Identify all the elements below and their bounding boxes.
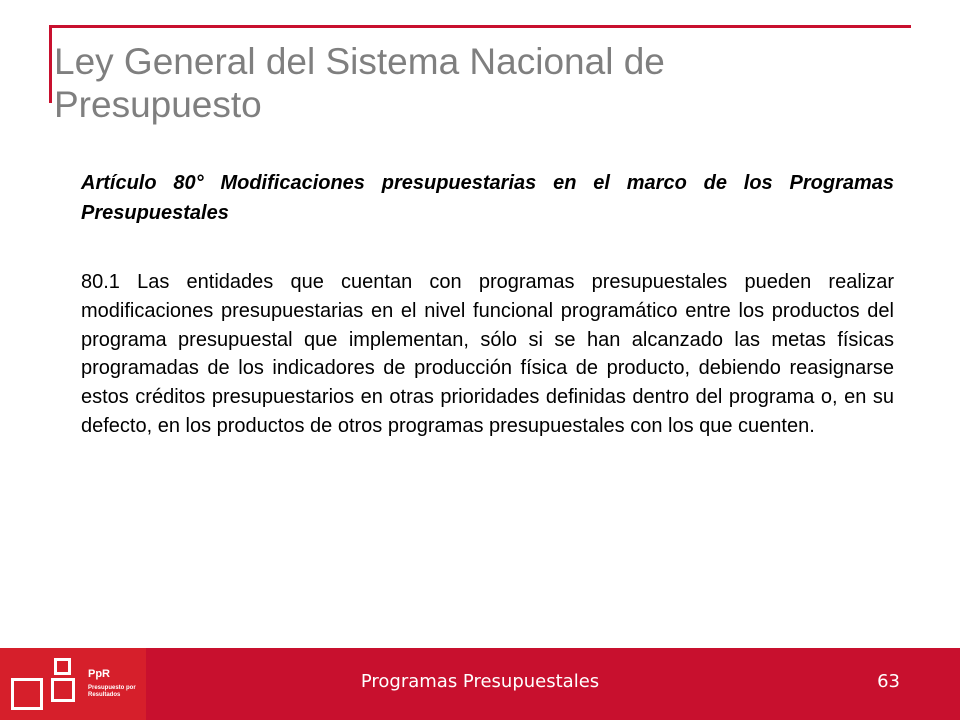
article-heading: Artículo 80° Modificaciones presupuestarias en el marco de los Programas Presupuestales	[81, 172, 894, 224]
title-accent-top-rule	[49, 25, 911, 28]
logo-square-large	[11, 678, 43, 710]
logo-square-small	[54, 658, 71, 675]
article-body: 80.1 Las entidades que cuentan con programas presupuestales pueden realizar modificaciones presupuestarias en el nivel funcional programático entre los productos del programa presupuestal que implementan, sólo si se han alcanzado las metas físicas programadas de los indicadores de producción física de producto, debiendo reasignarse estos créditos presupuestarios en otras prioridades definidas dentro del programa o, en su defecto, en los productos de otros programas presupuestales con los que cuenten.	[81, 271, 894, 437]
logo-name: PpR	[88, 668, 110, 680]
page-number: 63	[877, 671, 900, 692]
slide-title: Ley General del Sistema Nacional de Presupuesto	[54, 41, 665, 125]
logo-tagline: Presupuesto por Resultados	[88, 685, 136, 698]
footer-bar	[0, 648, 960, 720]
logo-square-medium	[51, 678, 75, 702]
title-accent-left-rule	[49, 25, 52, 103]
slide-content	[81, 168, 894, 441]
footer-title: Programas Presupuestales	[360, 671, 600, 692]
ppr-logo	[0, 648, 146, 720]
